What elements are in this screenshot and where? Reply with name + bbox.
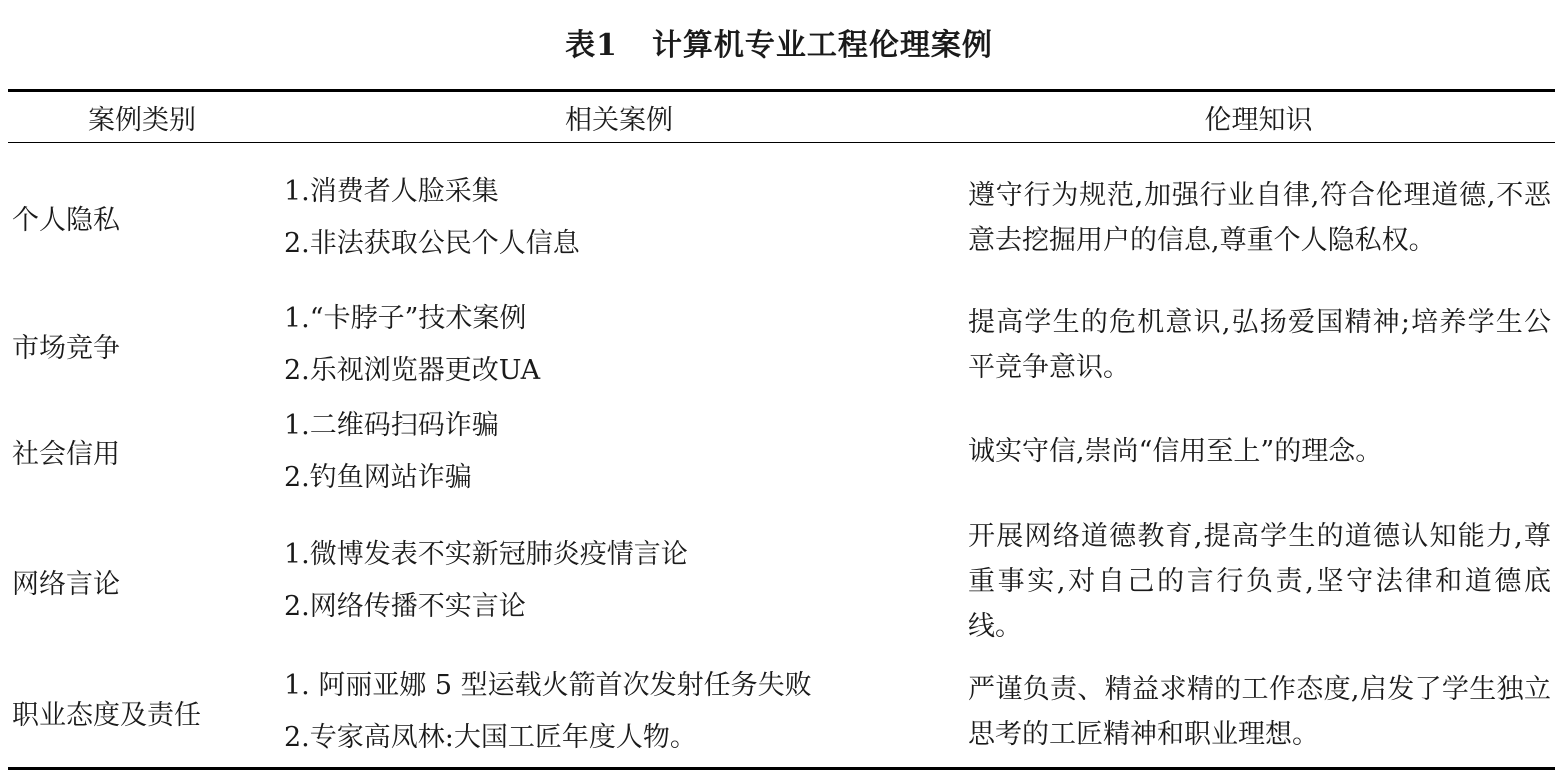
case-item: 2.网络传播不实言论: [284, 591, 526, 622]
ethics-cell: 诚实守信,崇尚“信用至上”的理念。: [968, 436, 1383, 467]
header-related-cases: 相关案例: [276, 91, 962, 143]
table-caption: [0, 20, 1558, 64]
ethics-cell: 严谨负责、精益求精的工作态度,启发了学生独立思考的工匠精神和职业理想。: [968, 674, 1551, 750]
case-item: 1. 阿丽亚娜 5 型运载火箭首次发射任务失败: [284, 670, 812, 701]
case-item: 1.二维码扫码诈骗: [284, 409, 499, 441]
case-item: 1.微博发表不实新冠肺炎疫情言论: [284, 539, 688, 570]
ethics-cell: 提高学生的危机意识,弘扬爱国精神;培养学生公平竞争意识。: [968, 307, 1551, 383]
case-item: 1.消费者人脸采集: [284, 175, 499, 207]
category-cell: 市场竞争: [12, 332, 120, 364]
table-title: 计算机专业工程伦理案例: [651, 28, 993, 63]
ethics-case-table: [8, 89, 1555, 770]
case-item: 2.钓鱼网站诈骗: [284, 461, 472, 493]
category-cell: 网络言论: [12, 568, 120, 600]
table-row: [8, 292, 1555, 398]
header-ethics-knowledge: 伦理知识: [962, 91, 1555, 143]
cases-cell: [276, 398, 962, 505]
table-row: [8, 657, 1555, 769]
ethics-cell: 开展网络道德教育,提高学生的道德认知能力,尊重事实,对自己的言行负责,坚守法律和道德底线。: [968, 520, 1551, 642]
ethics-cell: 遵守行为规范,加强行业自律,符合伦理道德,不恶意去挖掘用户的信息,尊重个人隐私权。: [968, 179, 1551, 256]
table-row: [8, 398, 1555, 505]
case-item: 2.专家高凤林:大国工匠年度人物。: [284, 722, 697, 753]
category-cell: 个人隐私: [12, 205, 120, 236]
case-item: 1.“卡脖子”技术案例: [284, 303, 527, 334]
cases-cell: [276, 657, 962, 769]
cases-cell: [276, 505, 962, 657]
header-row: [8, 91, 1555, 143]
cases-cell: [276, 143, 962, 293]
table-row: [8, 505, 1555, 657]
table-number: 表1: [565, 28, 618, 63]
cases-cell: [276, 292, 962, 398]
category-cell: 社会信用: [12, 439, 120, 470]
table-row: [8, 143, 1555, 293]
case-item: 2.乐视浏览器更改UA: [284, 355, 541, 386]
header-category: 案例类别: [8, 91, 276, 143]
case-item: 2.非法获取公民个人信息: [284, 227, 580, 259]
category-cell: 职业态度及责任: [12, 699, 201, 731]
